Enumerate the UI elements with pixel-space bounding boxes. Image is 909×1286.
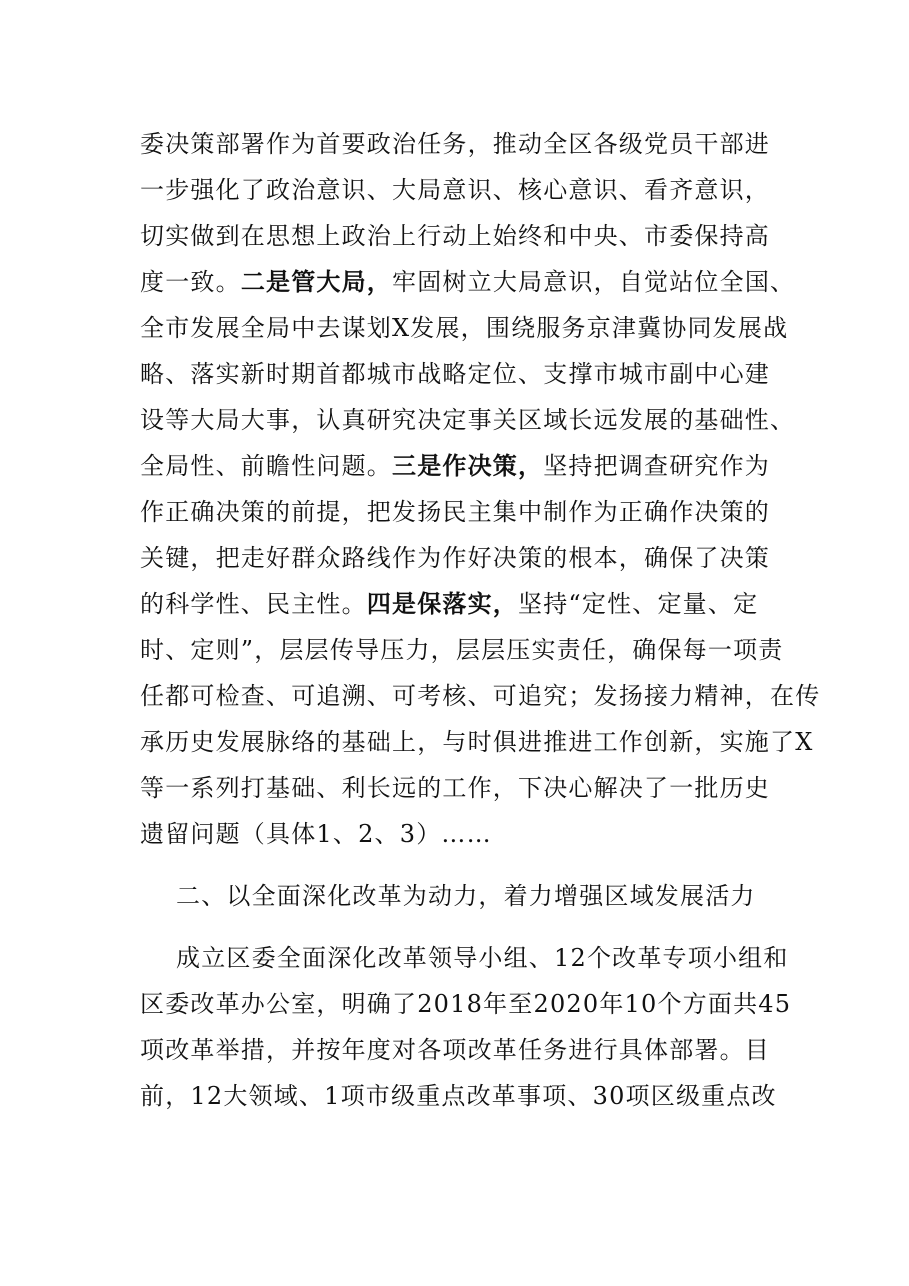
body-line: 区委改革办公室，明确了2018年至2020年10个方面共45 [140,990,792,1018]
body-line: 委决策部署作为首要政治任务，推动全区各级党员干部进 [140,130,770,158]
body-text: 度一致。 [140,268,241,296]
bold-lead: 四是保落实， [366,589,519,618]
body-line: 设等大局大事，认真研究决定事关区域长远发展的基础性、 [140,406,796,434]
body-line: 切实做到在思想上政治上行动上始终和中央、市委保持高 [140,222,770,250]
bold-lead: 二是管大局， [240,267,393,296]
body-line: 时、定则”，层层传导压力，层层压实责任，确保每一项责 [140,636,784,664]
section-heading: 二、以全面深化改革为动力，着力增强区域发展活力 [176,882,756,910]
body-line: 全市发展全局中去谋划X发展，围绕服务京津冀协同发展战 [140,314,789,342]
body-line: 关键，把走好群众路线作为作好决策的根本，确保了决策 [140,544,770,572]
body-line: 前，12大领域、1项市级重点改革事项、30项区级重点改 [140,1082,777,1110]
body-line [140,450,780,482]
body-text: 的科学性、民主性。 [140,590,367,618]
body-text: 坚持“定性、定量、定 [518,590,759,618]
body-line: 一步强化了政治意识、大局意识、核心意识、看齐意识， [140,176,770,204]
body-line: 遗留问题（具体1、2、3）…… [140,820,492,848]
body-line: 成立区委全面深化改革领导小组、12个改革专项小组和 [176,944,789,972]
body-line: 项改革举措，并按年度对各项改革任务进行具体部署。目 [140,1036,770,1064]
body-text: 牢固树立大局意识，自觉站位全国、 [392,268,796,296]
body-text: 全局性、前瞻性问题。 [140,452,392,480]
body-text: 坚持把调查研究作为 [543,452,771,480]
body-line: 略、落实新时期首都城市战略定位、支撑市城市副中心建 [140,360,770,388]
bold-lead: 三是作决策， [392,451,544,480]
body-line: 作正确决策的前提，把发扬民主集中制作为正确作决策的 [140,498,770,526]
body-line: 任都可检查、可追溯、可考核、可追究；发扬接力精神，在传 [140,682,821,710]
body-line [140,588,780,620]
body-line: 等一系列打基础、利长远的工作，下决心解决了一批历史 [140,774,770,802]
body-line [140,266,796,298]
body-line: 承历史发展脉络的基础上，与时俱进推进工作创新，实施了X [140,728,814,756]
